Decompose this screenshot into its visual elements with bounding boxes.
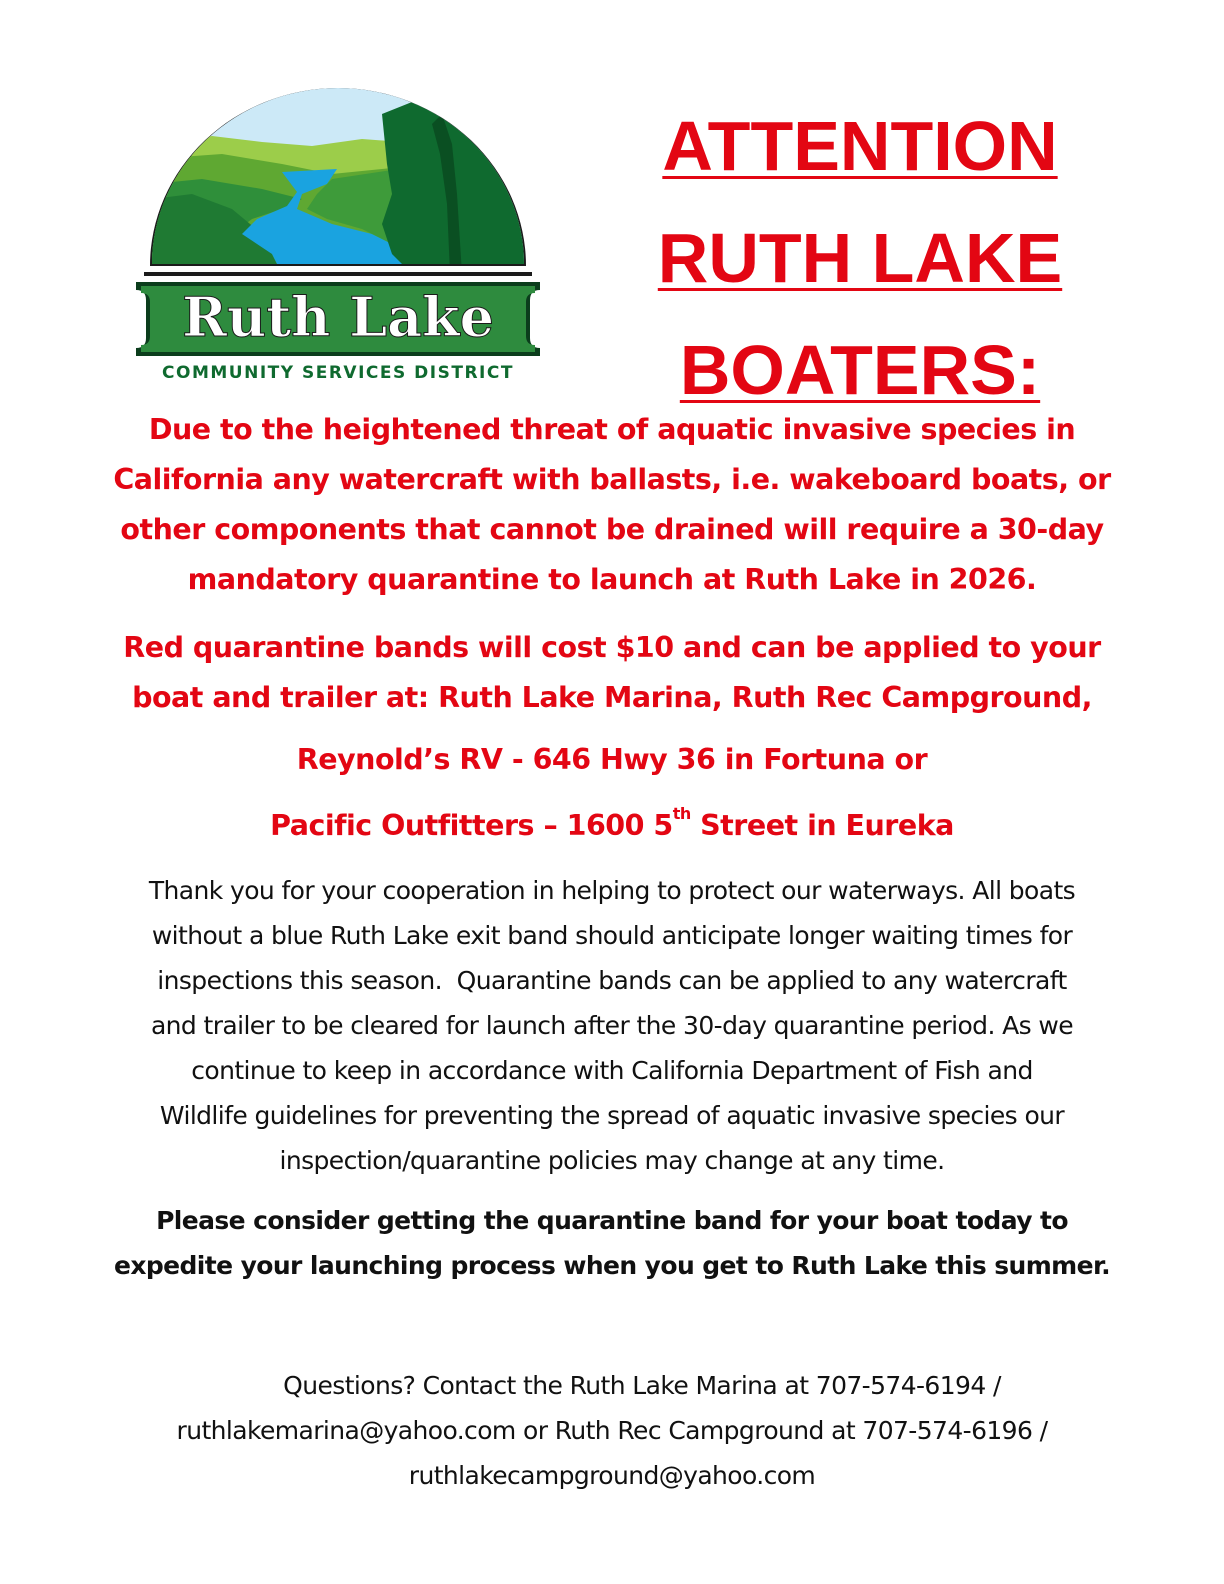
ruth-lake-logo [132,84,544,384]
callout-line: Please consider getting the quarantine band for your boat today to [156,1206,1068,1235]
body-line: and trailer to be cleared for launch after the 30-day quarantine period. As we [150,1011,1074,1040]
notice-line: mandatory quarantine to launch at Ruth Lake in 2026. [187,563,1037,596]
notice-line: California any watercraft with ballasts, i.e. wakeboard boats, or [113,463,1111,496]
location-reynolds-rv: Reynold’s RV - 646 Hwy 36 in Fortuna or [296,743,928,776]
body-line: Wildlife guidelines for preventing the spread of aquatic invasive species our [159,1101,1065,1130]
body-line: continue to keep in accordance with California Department of Fish and [191,1056,1033,1085]
callout-line: expedite your launching process when you get to Ruth Lake this summer. [113,1251,1111,1280]
headline-line-2: RUTH LAKE [657,219,1063,297]
contact-info [90,1363,1134,1498]
band-line: Red quarantine bands will cost $10 and can be applied to your [123,631,1101,664]
band-cost-paragraph [70,623,1154,723]
thank-you-paragraph [80,868,1144,1183]
attention-headline [640,90,1080,426]
headline-line-1: ATTENTION [662,107,1058,185]
callout-paragraph [70,1198,1154,1288]
body-line: Thank you for your cooperation in helping to protect our waterways. All boats [148,876,1076,905]
ordinal-suffix: th [672,804,691,823]
body-line: without a blue Ruth Lake exit band should anticipate longer waiting times for [151,921,1073,950]
body-line: inspection/quarantine policies may change at any time. [279,1146,945,1175]
location-pacific-outfitters [70,806,1154,846]
contact-line-1: Questions? Contact the Ruth Lake Marina at 707-574-6194 / [283,1371,1001,1400]
quarantine-notice-paragraph [70,405,1154,605]
location-text: Pacific Outfitters – 1600 5 [270,809,673,842]
body-line: inspections this season. Quarantine bands can be applied to any watercraft [157,966,1067,995]
notice-line: other components that cannot be drained will require a 30-day [120,513,1104,546]
band-line: boat and trailer at: Ruth Lake Marina, Ruth Rec Campground, [132,681,1092,714]
headline-line-3: BOATERS: [679,331,1041,409]
location-text: Street in Eureka [690,809,954,842]
notice-line: Due to the heightened threat of aquatic invasive species in [148,413,1076,446]
svg-text:Ruth Lake: Ruth Lake [182,285,494,349]
landscape-logo-icon [132,84,544,384]
contact-line-3: ruthlakecampground@yahoo.com [408,1461,816,1490]
contact-line-2: ruthlakemarina@yahoo.com or Ruth Rec Campground at 707-574-6196 / [176,1416,1048,1445]
svg-text:COMMUNITY SERVICES DISTRICT: COMMUNITY SERVICES DISTRICT [162,363,514,383]
